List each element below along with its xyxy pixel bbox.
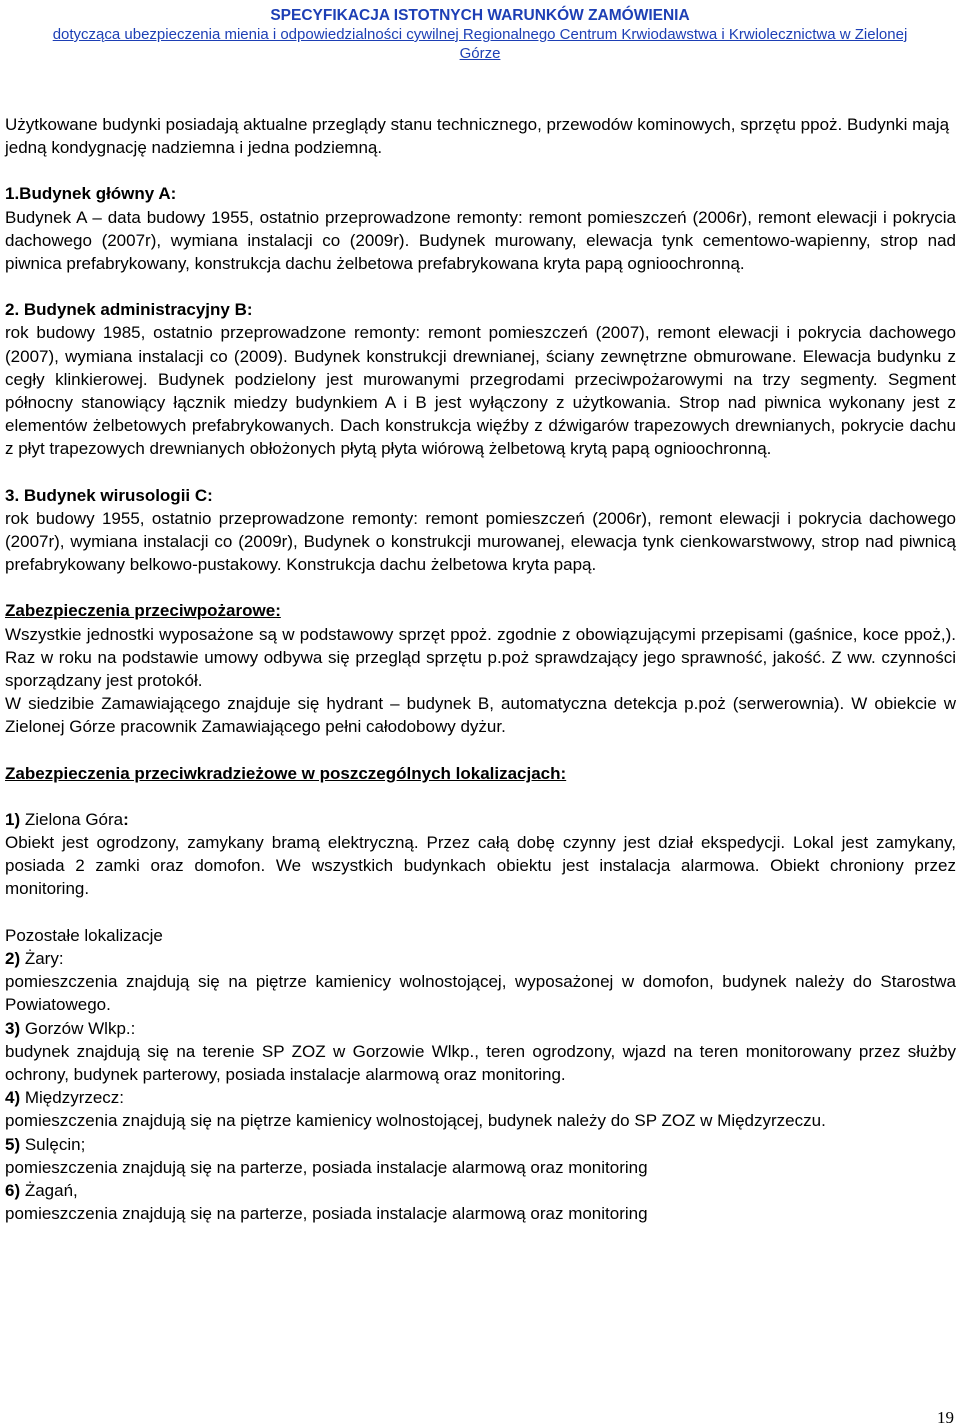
building-c-heading: 3. Budynek wirusologii C:	[5, 485, 213, 505]
location-5-text: pomieszczenia znajdują się na parterze, posiada instalacje alarmową oraz monitoring	[5, 1157, 648, 1177]
building-a-text: Budynek A – data budowy 1955, ostatnio przeprowadzone remonty: remont pomieszczeń (2006r), remont elewacji i pokrycia dachowego (2007r), wymiana instalacji co (2009r). Budynek murowany, elewacja tynk cementowo-wapienny, strop nad piwnica prefabrykowany, konstrukcja dachu żelbetowa prefabrykowana kryta papą ognioochronną.	[5, 207, 956, 274]
location-1-heading: 1) Zielona Góra:	[5, 809, 129, 829]
document-title: SPECYFIKACJA ISTOTNYCH WARUNKÓW ZAMÓWIENIA	[270, 7, 690, 24]
location-2-text: pomieszczenia znajdują się na piętrze kamienicy wolnostojącej, wyposażonej w domofon, budynek należy do Starostwa Powiatowego.	[5, 972, 956, 1015]
building-a-heading: 1.Budynek główny A:	[5, 184, 177, 204]
location-3-text: budynek znajdują się na terenie SP ZOZ w Gorzowie Wlkp., teren ogrodzony, wjazd na teren monitorowany przez służby ochrony, budynek parterowy, posiada instalacje alarmową oraz monitoring.	[5, 1041, 956, 1084]
location-1-text: Obiekt jest ogrodzony, zamykany bramą elektryczną. Przez całą dobę czynny jest dział ekspedycji. Lokal jest zamykany, posiada 2 zamki oraz domofon. We wszystkich budynkach obiektu jest instalacja alarmowa. Obiekt chroniony przez monitoring.	[5, 833, 956, 899]
fire-safety-heading: Zabezpieczenia przeciwpożarowe:	[5, 601, 281, 621]
location-6-text: pomieszczenia znajdują się na parterze, posiada instalacje alarmową oraz monitoring	[5, 1204, 648, 1224]
location-3-heading: 3) Gorzów Wlkp.:	[5, 1018, 136, 1038]
location-6-heading: 6) Żagań,	[5, 1180, 78, 1200]
page-content	[5, 113, 956, 1225]
location-2-heading: 2) Żary:	[5, 948, 64, 968]
building-b-text: rok budowy 1985, ostatnio przeprowadzone remonty: remont pomieszczeń (2007), remont elewacji i pokrycia dachowego (2007), wymiana instalacji co (2009). Budynek konstrukcji drewnianej, ściany zewnętrzne obmurowane. Elewacja budynku z cegły klinkierowej. Budynek podzielony jest murowanymi przegrodami przeciwpożarowymi na trzy segmenty. Segment północny stanowiący łącznik miedzy budynkiem A i B jest wyłączony z użytkowania. Strop nad piwnica wykonany jest z elementów żelbetowych prefabrykowanych. Dach konstrukcja więźby z dźwigarów trapezowych drewnianych, pokrycie dachu z płyt trapezowych drewnianych obłożonych płytą płyta wiórową żelbetową krytą papą ognioochronną.	[5, 323, 956, 459]
document-subtitle-line2: Górze	[459, 45, 501, 62]
page-header	[0, 6, 960, 63]
fire-safety-text-1: Wszystkie jednostki wyposażone są w podstawowy sprzęt ppoż. zgodnie z obowiązującymi przepisami (gaśnice, koce ppoż,). Raz w roku na podstawie umowy odbywa się przegląd sprzętu p.poż sprawdzający jego sprawność, jakość. Z ww. czynności sporządzany jest protokół.	[5, 624, 956, 691]
building-b-heading: 2. Budynek administracyjny B:	[5, 300, 253, 320]
intro-paragraph: Użytkowane budynki posiadają aktualne przeglądy stanu technicznego, przewodów kominowych, sprzętu ppoż. Budynki mają jedną kondygnację nadziemna i jedna podziemną.	[5, 115, 950, 158]
building-c-text: rok budowy 1955, ostatnio przeprowadzone remonty: remont pomieszczeń (2006r), remont elewacji i pokrycia dachowego (2007r), wymiana instalacji co (2009r), Budynek o konstrukcji murowanej, elewacja tynk cienkowarstwowy, strop nad piwnicą prefabrykowany belkowo-pustakowy. Konstrukcja dachu żelbetowa kryta papą.	[5, 508, 956, 575]
location-4-text: pomieszczenia znajdują się na piętrze kamienicy wolnostojącej, budynek należy do SP ZOZ w Międzyrzeczu.	[5, 1111, 826, 1131]
fire-safety-text-2: W siedzibie Zamawiającego znajduje się hydrant – budynek B, automatyczna detekcja p.poż (serwerownia). W obiekcie w Zielonej Górze pracownik Zamawiającego pełni całodobowy dyżur.	[5, 694, 956, 737]
location-5-heading: 5) Sulęcin;	[5, 1134, 86, 1154]
page-number: 19	[937, 1408, 954, 1427]
theft-safety-heading: Zabezpieczenia przeciwkradzieżowe w poszczególnych lokalizacjach:	[5, 763, 567, 783]
location-4-heading: 4) Międzyrzecz:	[5, 1088, 125, 1108]
other-locations-label: Pozostałe lokalizacje	[5, 925, 163, 945]
document-subtitle-line1: dotycząca ubezpieczenia mienia i odpowiedzialności cywilnej Regionalnego Centrum Krwiodawstwa i Krwiolecznictwa w Zielonej	[52, 26, 908, 43]
